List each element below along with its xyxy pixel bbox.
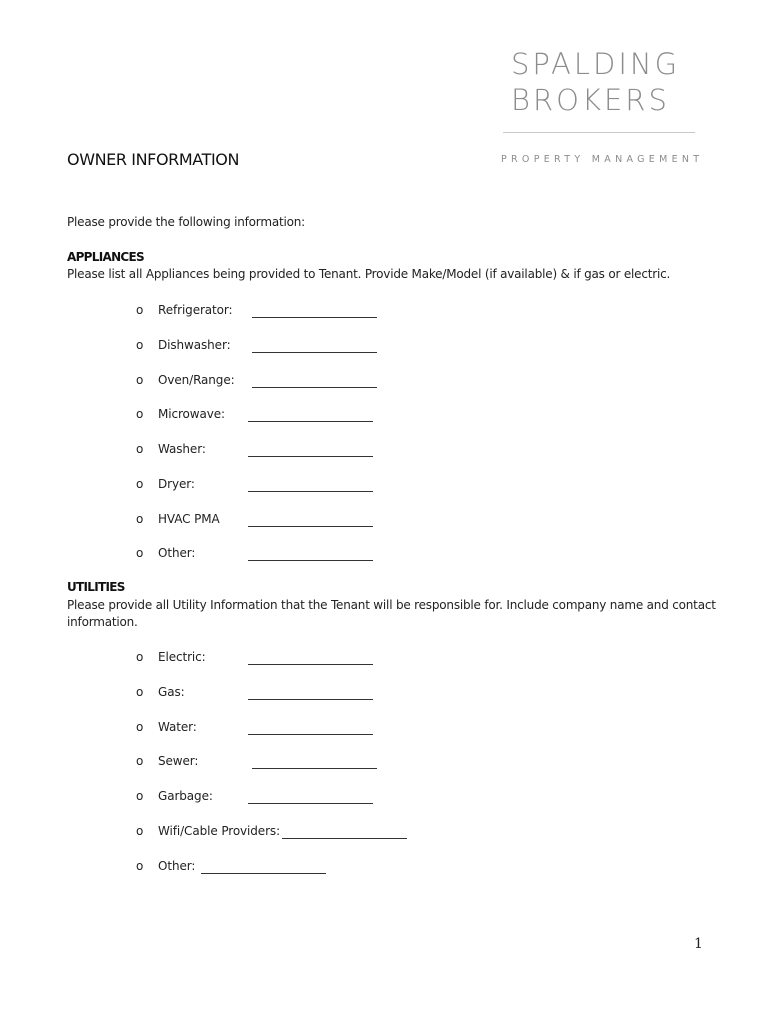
bullet: o [136,477,144,491]
gas-field[interactable] [248,685,373,700]
appliances-description: Please list all Appliances being provided to Tenant. Provide Make/Model (if available) & if gas or electric. [67,267,671,281]
hvac-pma-field[interactable] [248,512,373,527]
bullet: o [136,373,144,387]
electric-field[interactable] [248,650,373,665]
microwave-field[interactable] [248,407,373,422]
sewer-field[interactable] [252,754,377,769]
field-label: Dryer: [158,477,195,491]
refrigerator-field[interactable] [252,303,377,318]
field-label: Water: [158,720,197,734]
field-label: Garbage: [158,789,213,803]
field-label: Other: [158,859,196,873]
appliance-other-field[interactable] [248,546,373,561]
water-field[interactable] [248,720,373,735]
field-label: Oven/Range: [158,373,235,387]
page-title: OWNER INFORMATION [67,150,240,169]
bullet: o [136,650,144,664]
company-logo [503,46,697,133]
bullet: o [136,512,144,526]
wifi-cable-field[interactable] [282,824,407,839]
bullet: o [136,442,144,456]
logo-line-2: BROKERS [511,83,670,117]
field-label: Microwave: [158,407,225,421]
bullet: o [136,754,144,768]
utilities-description-line-1: Please provide all Utility Information that the Tenant will be responsible for. Include company name and contact [67,598,716,612]
bullet: o [136,546,144,560]
field-label: Gas: [158,685,185,699]
bullet: o [136,824,144,838]
logo-line-1: SPALDING [511,47,681,81]
field-label: Washer: [158,442,206,456]
appliances-heading: APPLIANCES [67,250,144,264]
dishwasher-field[interactable] [252,338,377,353]
field-label: Wifi/Cable Providers: [158,824,281,838]
oven-range-field[interactable] [252,373,377,388]
field-label: Electric: [158,650,206,664]
dryer-field[interactable] [248,477,373,492]
bullet: o [136,407,144,421]
field-label: Sewer: [158,754,199,768]
field-label: Dishwasher: [158,338,231,352]
field-label: Other: [158,546,196,560]
bullet: o [136,789,144,803]
bullet: o [136,859,144,873]
utilities-description-line-2: information. [67,615,138,629]
intro-text: Please provide the following information: [67,215,306,229]
utility-other-field[interactable] [201,859,326,874]
field-label: Refrigerator: [158,303,233,317]
logo-divider [503,132,695,133]
utilities-heading: UTILITIES [67,580,125,594]
page-number: 1 [694,936,703,952]
bullet: o [136,303,144,317]
bullet: o [136,720,144,734]
field-label: HVAC PMA [158,512,220,526]
bullet: o [136,338,144,352]
garbage-field[interactable] [248,789,373,804]
washer-field[interactable] [248,442,373,457]
bullet: o [136,685,144,699]
logo-tagline: PROPERTY MANAGEMENT [501,154,704,165]
